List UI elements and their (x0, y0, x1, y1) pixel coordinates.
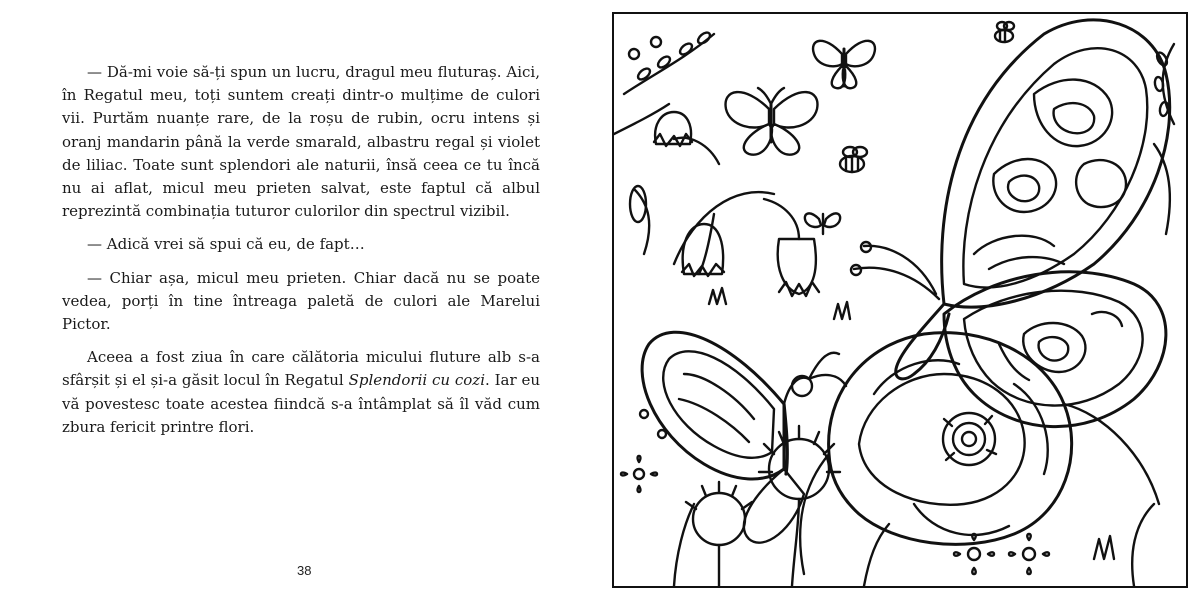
paragraph: — Dă-mi voie să-ți spun un lucru, dragul meu fluturaș. Aici, în Regatul meu, toți suntem creați dintr-o mulțime de culori vii. Purtăm nuanțe rare, de la roșu de rubin, ocru intens și oranj mandarin până la verde smarald, albastru regal și violet de liliac. Toate sunt splendori ale naturii, însă ceea ce tu încă nu ai aflat, micul meu prieten salvat, este faptul că albul reprezintă combinația tuturor culorilor din spectrul vizibil. (62, 63, 540, 221)
story-text (62, 61, 540, 439)
coloring-illustration (612, 12, 1188, 588)
large-butterfly (851, 20, 1170, 427)
illustration-drawing (614, 14, 1186, 586)
bee-top-right (995, 22, 1014, 42)
paragraph: Aceea a fost ziua în care călătoria micului fluture alb s-a sfârșit și el și-a găsit locul în Regatul Splendorii cu cozi. Iar eu vă povestesc toate acestea fiindcă s-a întâmplat să îl văd cum zbura fericit printre flori. (62, 348, 541, 436)
leafy-twig-left (624, 30, 714, 94)
small-butterfly-top-center (813, 41, 875, 88)
page-number: 38 (297, 563, 312, 578)
small-butterfly-top (726, 88, 818, 155)
thistle-flower (686, 426, 840, 586)
paragraph: — Chiar așa, micul meu prieten. Chiar dacă nu se poate vedea, porți în tine întreaga paletă de culori ale Marelui Pictor. (62, 268, 540, 334)
leafy-twig-right (1154, 44, 1174, 234)
small-moth (805, 213, 840, 234)
italic-title: Splendorii cu cozi (348, 371, 486, 390)
bee (840, 147, 867, 172)
paragraph: — Adică vrei să spui că eu, de fapt… (87, 235, 365, 254)
